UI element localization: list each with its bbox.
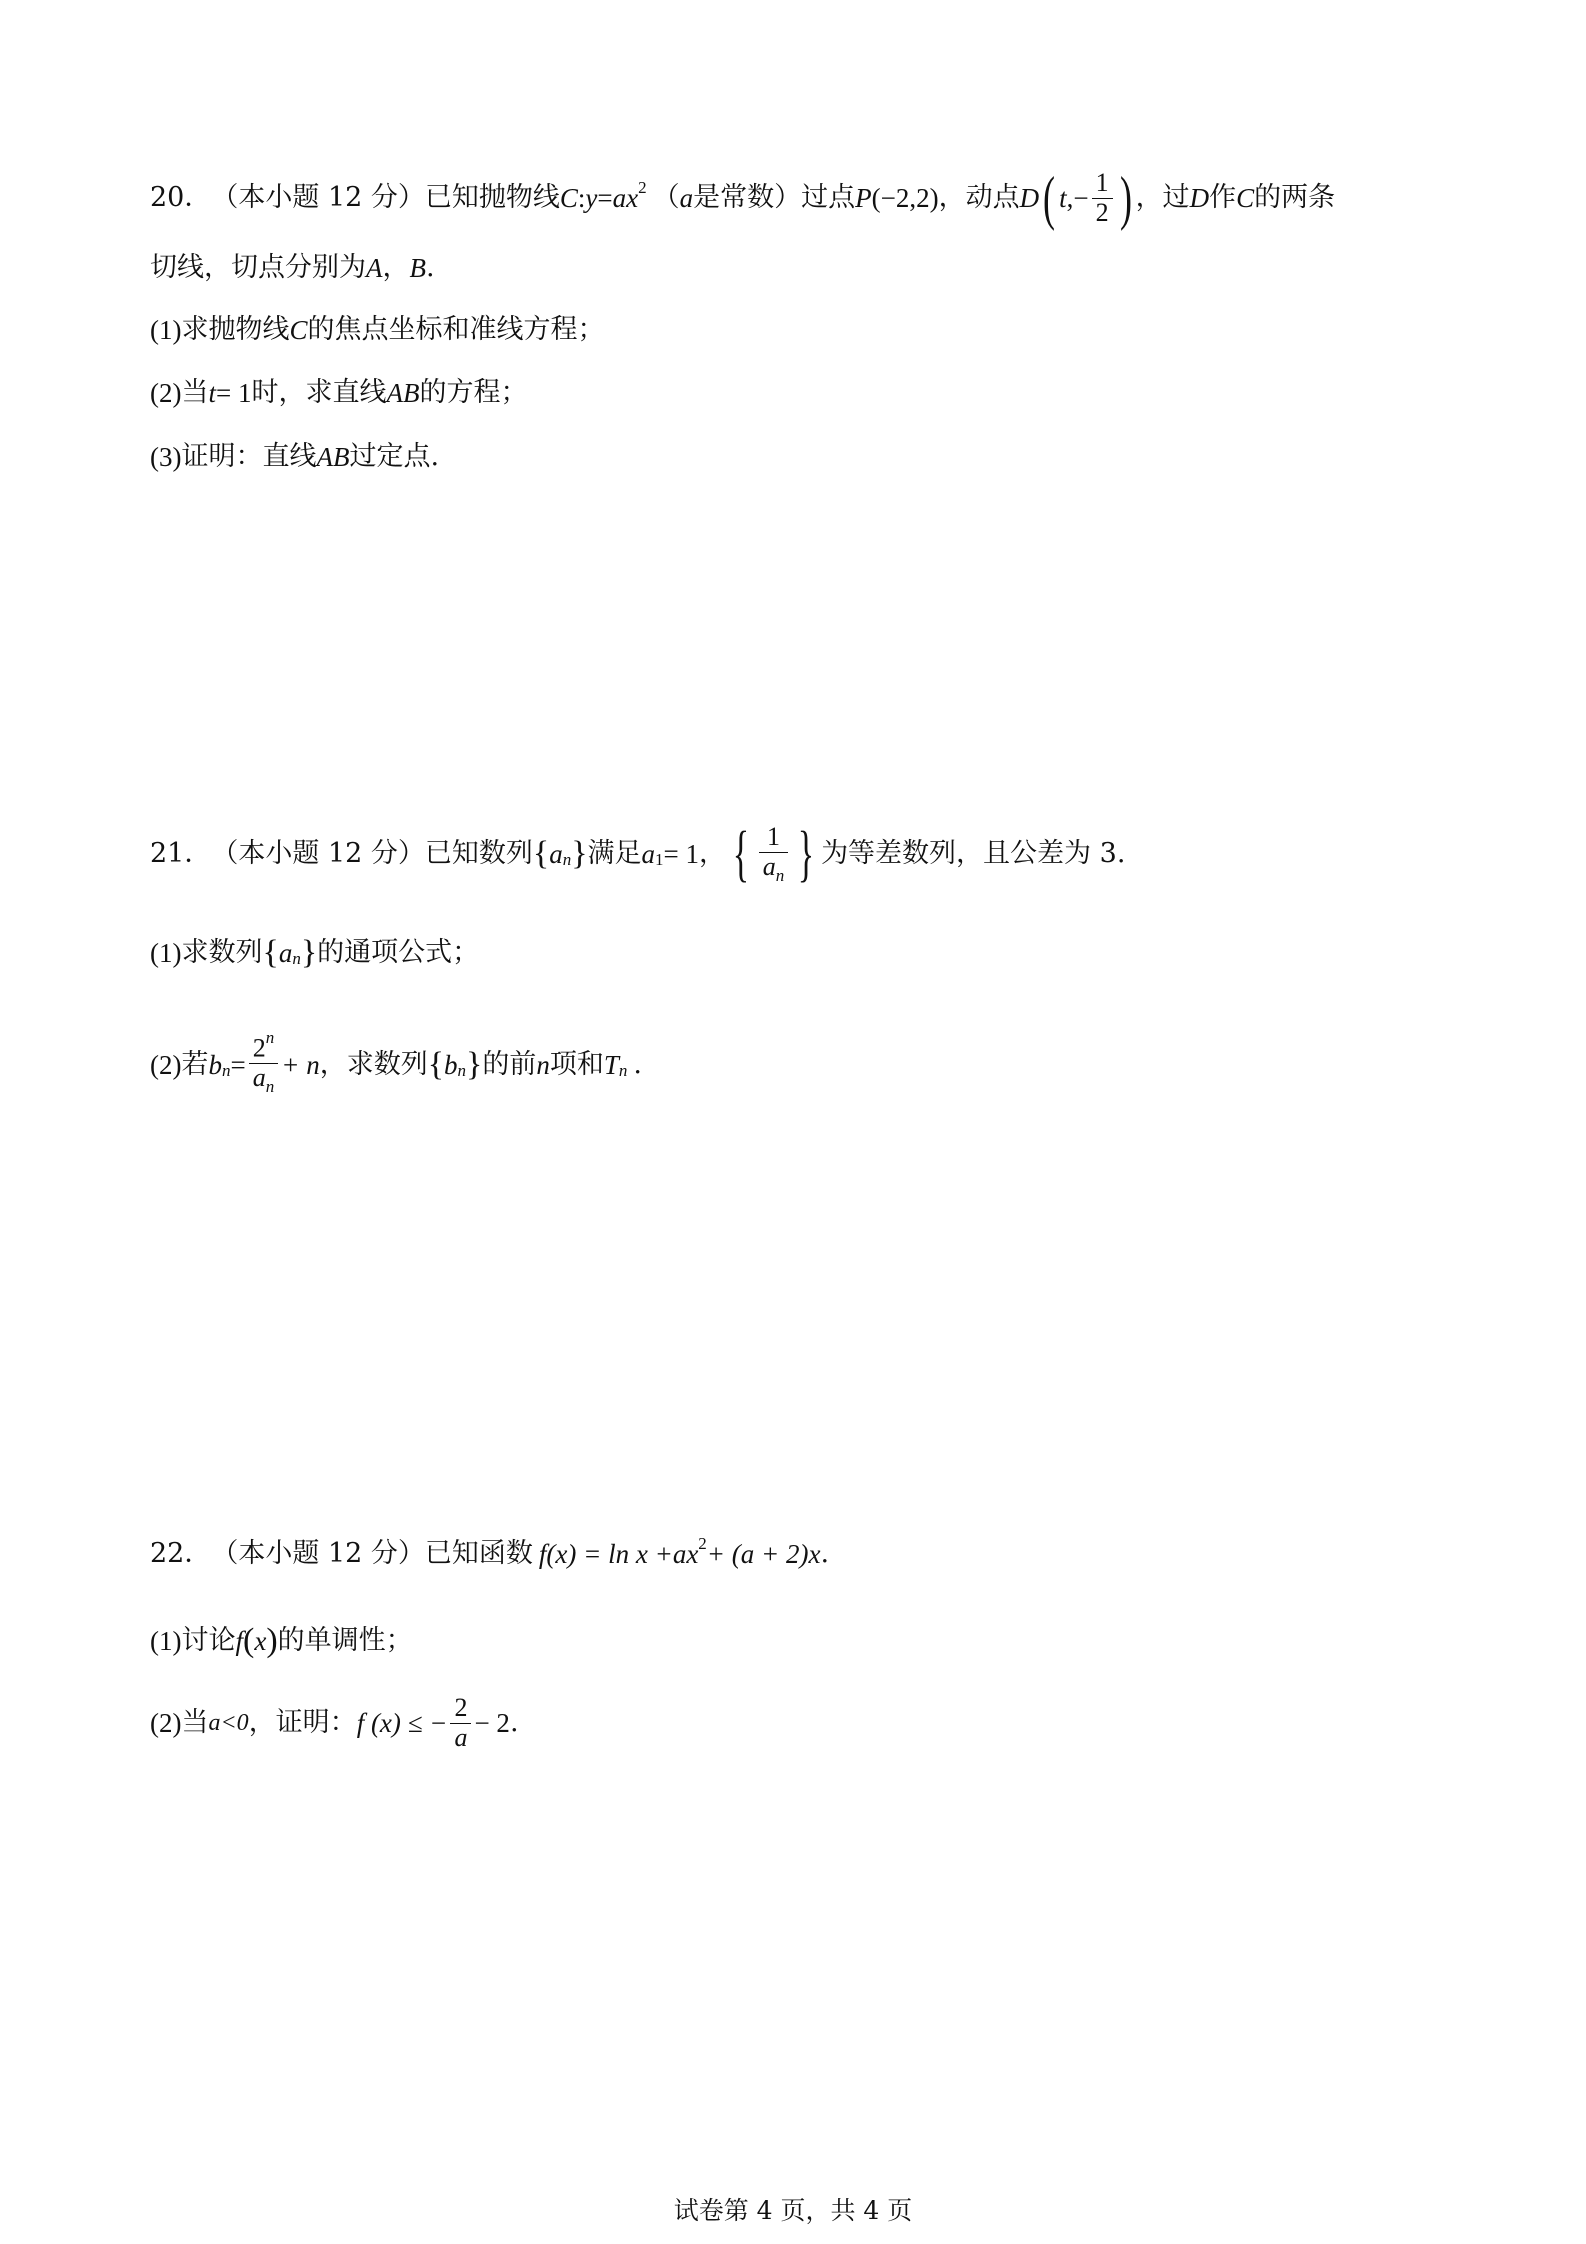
- q21-part2-den-n: n: [265, 1077, 275, 1097]
- q20-part2-text-a: 当: [181, 377, 209, 408]
- q20-curve-name: C: [559, 182, 578, 213]
- q20-x: x: [626, 182, 639, 213]
- q21-frac-den-n: n: [775, 865, 785, 885]
- q21-part2-eq: =: [230, 1049, 246, 1080]
- q21-part2-lbrace: {: [427, 1045, 445, 1083]
- q22-number: 22．: [150, 1538, 212, 1569]
- q21-text1: 已知数列: [424, 838, 533, 870]
- q21-recip-fraction: [759, 823, 789, 885]
- q22-part1-text-b: 的单调性；: [277, 1625, 413, 1657]
- q22-part2-text-b: ，证明：: [248, 1706, 357, 1738]
- q20-B: B: [409, 253, 426, 283]
- q22-part1-label: (1): [150, 1626, 182, 1657]
- q20-half-num: 1: [1095, 167, 1109, 197]
- q20-paren-text: 是常数）过点: [693, 181, 856, 213]
- q20-text: 已知抛物线: [424, 181, 560, 213]
- q21-part1-text-b: 的通项公式；: [317, 937, 480, 969]
- q20-t: t: [1059, 182, 1067, 213]
- q21-part2-n: n: [536, 1049, 550, 1080]
- q21-part2-exp-n: n: [265, 1028, 275, 1047]
- q20-part2: [150, 377, 527, 409]
- q22-part2-frac-den: a: [454, 1722, 468, 1752]
- q20-exp: 2: [638, 177, 647, 197]
- q21-part2-two: 2: [252, 1033, 266, 1063]
- q21-part1-lbrace: {: [262, 934, 279, 971]
- q22-part2: [150, 1694, 519, 1752]
- q20-y: y: [585, 182, 598, 213]
- q20-A: A: [366, 253, 383, 283]
- q20-text5: 的两条: [1254, 181, 1336, 213]
- q21-part2-label: (2): [150, 1049, 182, 1080]
- q22-part2-fraction: [450, 1694, 471, 1752]
- q21-sub-n: n: [562, 850, 572, 870]
- q21-part2-b-sub: n: [221, 1060, 231, 1080]
- q22-exp: 2: [698, 1534, 707, 1553]
- q22-part1-x: x: [254, 1626, 267, 1657]
- q20-paren-a: a: [679, 182, 694, 213]
- q21-part2-T: T: [603, 1049, 619, 1080]
- q20-text2: ，动点: [938, 181, 1020, 213]
- q20-part2-label: (2): [150, 378, 182, 408]
- q20-paren-open: （: [652, 181, 680, 213]
- q22-part2-cond: a<0: [208, 1709, 249, 1736]
- q21-part2-b2: b: [444, 1049, 458, 1080]
- q20-half-fraction: [1092, 169, 1113, 227]
- q22-part2-frac-num: 2: [454, 1693, 468, 1722]
- page-footer: 试卷第 4 页，共 4 页: [673, 2196, 913, 2225]
- q22-part2-end: .: [509, 1706, 519, 1738]
- q21-lbrace: {: [532, 834, 550, 872]
- q20-stem-line1: [150, 165, 1336, 231]
- q22-x: x: [686, 1539, 699, 1569]
- q21-eq1: = 1: [663, 839, 700, 870]
- q20-part2-text-b: 时，求直线: [251, 377, 387, 408]
- q20-text4: 作: [1209, 181, 1237, 213]
- q20-part1-text-a: 求抛物线: [181, 314, 290, 345]
- q20-lparen: (: [1043, 165, 1056, 231]
- q22-part2-tail: − 2: [474, 1707, 510, 1738]
- q20-C2: C: [1236, 182, 1255, 213]
- q20-part1: [150, 314, 605, 346]
- q20-period: .: [426, 252, 435, 283]
- q22-text1: 已知函数: [424, 1538, 533, 1569]
- q21-part1-a: a: [278, 938, 293, 969]
- q20-part1-text-b: 的焦点坐标和准线方程；: [307, 314, 605, 345]
- q22-part2-label: (2): [150, 1707, 182, 1738]
- q21-part2-text-d: 项和: [549, 1048, 604, 1080]
- q22-score: （本小题 12 分）: [211, 1538, 425, 1569]
- q20-number: 20．: [150, 181, 212, 213]
- q21-part2-plus-n: + n: [281, 1049, 320, 1080]
- q20-a: a: [612, 182, 627, 213]
- q21-part2-text-a: 若: [181, 1048, 209, 1080]
- q21-score: （本小题 12 分）: [211, 838, 425, 870]
- q20-point-P: P: [855, 182, 872, 213]
- q22-part2-fx: f (x) ≤ −: [356, 1707, 448, 1738]
- q20-part3: [150, 441, 439, 473]
- q21-part2-frac-num: [249, 1028, 279, 1063]
- q22-a: a: [672, 1539, 687, 1569]
- q21-frac-rbrace: }: [797, 820, 815, 889]
- q21-part2-text-c: 的前: [482, 1048, 537, 1080]
- q20-part3-label: (3): [150, 442, 182, 472]
- q21-part1-label: (1): [150, 938, 182, 969]
- q20-point-P-coords: (−2,2): [871, 182, 939, 213]
- q21-a1: a: [641, 839, 656, 870]
- q21-part2-text-b: ，求数列: [319, 1048, 428, 1080]
- q21-part2-fraction: [249, 1028, 279, 1097]
- q22-part1-f: f: [235, 1626, 243, 1657]
- q20-eq: =: [597, 182, 613, 213]
- q21-part2-T-sub: n: [618, 1060, 628, 1080]
- q22-fx: (x) = ln x +: [546, 1539, 673, 1569]
- q20-part2-text-c: 的方程；: [419, 377, 528, 408]
- q21-text3: ，: [699, 838, 727, 870]
- q21-frac-num: 1: [767, 822, 781, 851]
- q21-frac-den: [759, 853, 789, 886]
- q21-text4: 为等差数列，且公差为 3.: [821, 838, 1126, 870]
- q20-part2-AB: AB: [386, 378, 420, 408]
- q21-part2-end: .: [633, 1048, 642, 1080]
- q21-frac-den-a: a: [762, 851, 776, 881]
- q22-part2-text-a: 当: [181, 1706, 209, 1738]
- q21-sub-1: 1: [655, 850, 664, 870]
- q20-line2-text: 切线，切点分别为: [150, 252, 366, 283]
- q20-part3-AB: AB: [316, 442, 350, 472]
- q20-part2-t: t: [208, 378, 216, 408]
- q20-half-den: 2: [1095, 197, 1109, 227]
- q21-stem: [150, 820, 1126, 889]
- q21-part1-text-a: 求数列: [181, 937, 263, 969]
- q21-a: a: [549, 839, 563, 870]
- q22-rest: + (a + 2)x: [706, 1539, 821, 1569]
- q20-stem-line2: [150, 252, 435, 284]
- q20-score: （本小题 12 分）: [211, 181, 425, 213]
- q21-text2: 满足: [587, 838, 642, 870]
- q20-comma-minus: ,−: [1066, 182, 1089, 213]
- q22-part1-lparen: (: [243, 1622, 255, 1659]
- q20-part1-C: C: [289, 315, 308, 345]
- q21-part2: [150, 1028, 642, 1097]
- q21-part1-rbrace: }: [300, 934, 318, 971]
- q20-part2-eq: = 1: [216, 378, 252, 408]
- q21-part1: [150, 933, 479, 974]
- q21-part2-rbrace: }: [466, 1045, 483, 1083]
- q22-part1-text-a: 讨论: [181, 1625, 236, 1657]
- q21-part2-frac-den: [249, 1064, 279, 1097]
- q21-part1-sub-n: n: [292, 949, 301, 969]
- q20-D2: D: [1189, 182, 1210, 213]
- q20-part1-label: (1): [150, 315, 182, 345]
- q20-text3: ，过: [1135, 181, 1190, 213]
- q21-frac-lbrace: {: [732, 820, 750, 889]
- q20-sep: ，: [382, 252, 410, 283]
- q20-colon: :: [577, 182, 586, 213]
- q20-rparen: ): [1119, 165, 1132, 231]
- q20-point-D: D: [1019, 182, 1040, 213]
- q22-period: .: [820, 1538, 830, 1569]
- q22-stem: [150, 1534, 830, 1570]
- q22-part1: [150, 1621, 413, 1662]
- q22-part1-rparen: ): [266, 1622, 278, 1659]
- q21-part2-den-a: a: [252, 1063, 266, 1093]
- q21-part2-b2-sub: n: [457, 1060, 467, 1080]
- q21-part2-b: b: [208, 1049, 222, 1080]
- q20-part3-text-a: 证明：直线: [181, 441, 317, 472]
- q21-rbrace: }: [571, 834, 588, 872]
- q22-f: f: [538, 1539, 547, 1569]
- q21-number: 21．: [150, 838, 212, 870]
- q20-part3-text-b: 过定点.: [349, 441, 440, 472]
